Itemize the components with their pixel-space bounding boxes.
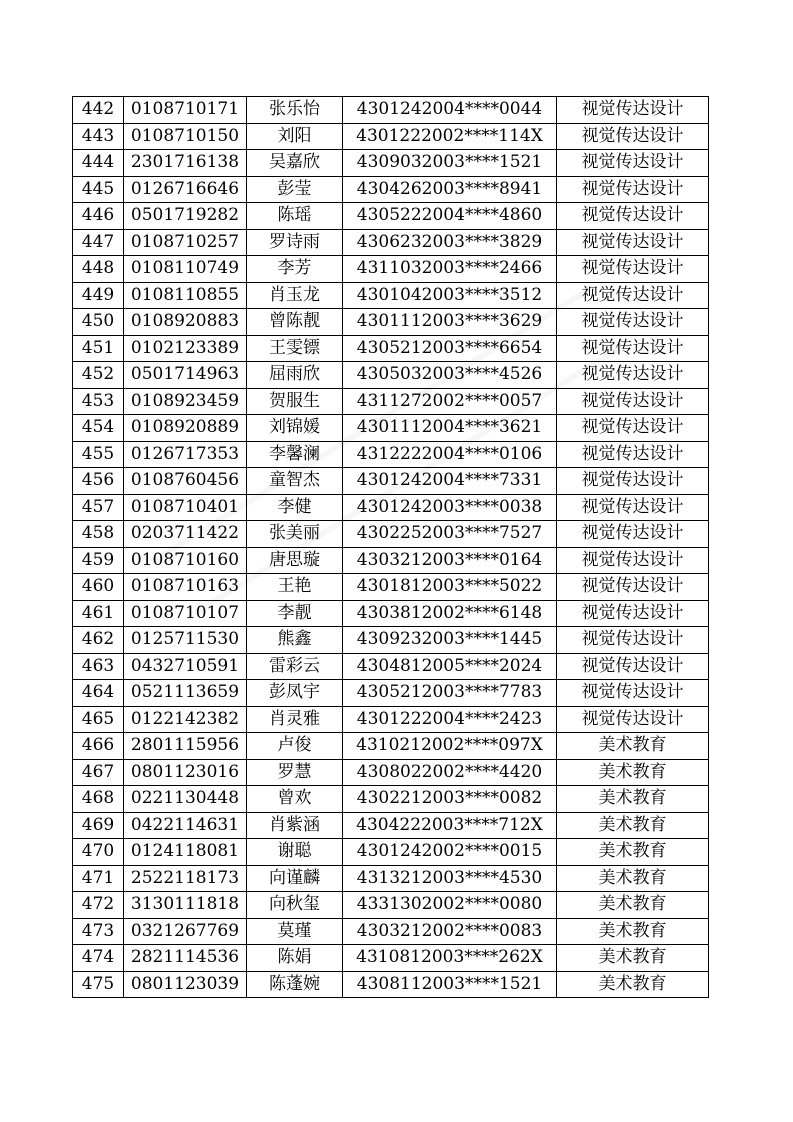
cell-exam-number: 0126717353 bbox=[124, 441, 247, 468]
cell-major: 视觉传达设计 bbox=[557, 415, 709, 442]
cell-id-number: 4301112003****3629 bbox=[343, 309, 557, 336]
table-row bbox=[73, 282, 709, 309]
cell-major: 视觉传达设计 bbox=[557, 680, 709, 707]
table-row bbox=[73, 653, 709, 680]
table-row bbox=[73, 971, 709, 998]
table-row bbox=[73, 176, 709, 203]
cell-exam-number: 0108920883 bbox=[124, 309, 247, 336]
table-row bbox=[73, 388, 709, 415]
cell-exam-number: 0125711530 bbox=[124, 627, 247, 654]
cell-row-number: 457 bbox=[73, 494, 124, 521]
table-row bbox=[73, 441, 709, 468]
table-row bbox=[73, 600, 709, 627]
table-row bbox=[73, 415, 709, 442]
cell-row-number: 447 bbox=[73, 229, 124, 256]
table-row bbox=[73, 256, 709, 283]
cell-id-number: 4304262003****8941 bbox=[343, 176, 557, 203]
cell-exam-number: 0801123016 bbox=[124, 759, 247, 786]
cell-exam-number: 0102123389 bbox=[124, 335, 247, 362]
cell-id-number: 4305032003****4526 bbox=[343, 362, 557, 389]
cell-student-name: 童智杰 bbox=[247, 468, 343, 495]
cell-student-name: 曾陈靓 bbox=[247, 309, 343, 336]
table-row bbox=[73, 574, 709, 601]
cell-id-number: 4302252003****7527 bbox=[343, 521, 557, 548]
cell-student-name: 肖灵雅 bbox=[247, 706, 343, 733]
cell-major: 视觉传达设计 bbox=[557, 706, 709, 733]
cell-student-name: 肖紫涵 bbox=[247, 812, 343, 839]
cell-student-name: 陈蓬婉 bbox=[247, 971, 343, 998]
cell-id-number: 4303212002****0083 bbox=[343, 918, 557, 945]
cell-student-name: 彭莹 bbox=[247, 176, 343, 203]
cell-row-number: 463 bbox=[73, 653, 124, 680]
cell-id-number: 4308112003****1521 bbox=[343, 971, 557, 998]
cell-exam-number: 0108710257 bbox=[124, 229, 247, 256]
cell-student-name: 唐思璇 bbox=[247, 547, 343, 574]
cell-id-number: 4305212003****6654 bbox=[343, 335, 557, 362]
cell-exam-number: 0126716646 bbox=[124, 176, 247, 203]
cell-major: 美术教育 bbox=[557, 971, 709, 998]
cell-major: 美术教育 bbox=[557, 918, 709, 945]
cell-major: 美术教育 bbox=[557, 865, 709, 892]
table-row bbox=[73, 150, 709, 177]
cell-student-name: 李健 bbox=[247, 494, 343, 521]
cell-major: 视觉传达设计 bbox=[557, 282, 709, 309]
cell-student-name: 彭凤宇 bbox=[247, 680, 343, 707]
cell-id-number: 4301242002****0015 bbox=[343, 839, 557, 866]
cell-student-name: 陈瑶 bbox=[247, 203, 343, 230]
cell-exam-number: 0108710163 bbox=[124, 574, 247, 601]
cell-major: 视觉传达设计 bbox=[557, 521, 709, 548]
cell-row-number: 443 bbox=[73, 123, 124, 150]
student-roster-table bbox=[72, 96, 709, 998]
cell-exam-number: 2821114536 bbox=[124, 945, 247, 972]
cell-row-number: 470 bbox=[73, 839, 124, 866]
cell-student-name: 张美丽 bbox=[247, 521, 343, 548]
cell-exam-number: 0221130448 bbox=[124, 786, 247, 813]
table-row bbox=[73, 892, 709, 919]
cell-row-number: 458 bbox=[73, 521, 124, 548]
cell-major: 美术教育 bbox=[557, 839, 709, 866]
cell-major: 视觉传达设计 bbox=[557, 494, 709, 521]
cell-exam-number: 0521113659 bbox=[124, 680, 247, 707]
table-row bbox=[73, 547, 709, 574]
cell-major: 美术教育 bbox=[557, 733, 709, 760]
table-row bbox=[73, 786, 709, 813]
cell-id-number: 4301042003****3512 bbox=[343, 282, 557, 309]
cell-student-name: 肖玉龙 bbox=[247, 282, 343, 309]
cell-student-name: 张乐怡 bbox=[247, 97, 343, 124]
cell-row-number: 466 bbox=[73, 733, 124, 760]
cell-exam-number: 0124118081 bbox=[124, 839, 247, 866]
cell-id-number: 4301112004****3621 bbox=[343, 415, 557, 442]
cell-row-number: 446 bbox=[73, 203, 124, 230]
table-row bbox=[73, 494, 709, 521]
cell-row-number: 465 bbox=[73, 706, 124, 733]
table-row bbox=[73, 839, 709, 866]
table-row bbox=[73, 362, 709, 389]
cell-exam-number: 0122142382 bbox=[124, 706, 247, 733]
cell-student-name: 李芳 bbox=[247, 256, 343, 283]
table-row bbox=[73, 627, 709, 654]
cell-exam-number: 2301716138 bbox=[124, 150, 247, 177]
cell-row-number: 453 bbox=[73, 388, 124, 415]
table-row bbox=[73, 309, 709, 336]
cell-row-number: 451 bbox=[73, 335, 124, 362]
cell-exam-number: 0108923459 bbox=[124, 388, 247, 415]
cell-row-number: 464 bbox=[73, 680, 124, 707]
cell-major: 视觉传达设计 bbox=[557, 229, 709, 256]
cell-exam-number: 0108710160 bbox=[124, 547, 247, 574]
cell-student-name: 雷彩云 bbox=[247, 653, 343, 680]
cell-row-number: 448 bbox=[73, 256, 124, 283]
cell-major: 视觉传达设计 bbox=[557, 176, 709, 203]
cell-exam-number: 0432710591 bbox=[124, 653, 247, 680]
cell-student-name: 李馨澜 bbox=[247, 441, 343, 468]
cell-row-number: 462 bbox=[73, 627, 124, 654]
cell-student-name: 曾欢 bbox=[247, 786, 343, 813]
cell-exam-number: 0108760456 bbox=[124, 468, 247, 495]
cell-row-number: 455 bbox=[73, 441, 124, 468]
cell-id-number: 4301242003****0038 bbox=[343, 494, 557, 521]
cell-exam-number: 0801123039 bbox=[124, 971, 247, 998]
cell-student-name: 刘锦媛 bbox=[247, 415, 343, 442]
table-row bbox=[73, 812, 709, 839]
cell-exam-number: 0203711422 bbox=[124, 521, 247, 548]
cell-id-number: 4305212003****7783 bbox=[343, 680, 557, 707]
cell-major: 视觉传达设计 bbox=[557, 468, 709, 495]
cell-row-number: 442 bbox=[73, 97, 124, 124]
cell-student-name: 刘阳 bbox=[247, 123, 343, 150]
cell-major: 视觉传达设计 bbox=[557, 309, 709, 336]
cell-row-number: 469 bbox=[73, 812, 124, 839]
cell-exam-number: 2801115956 bbox=[124, 733, 247, 760]
cell-id-number: 4301242004****7331 bbox=[343, 468, 557, 495]
cell-row-number: 472 bbox=[73, 892, 124, 919]
table-row bbox=[73, 203, 709, 230]
table-row bbox=[73, 918, 709, 945]
table-row bbox=[73, 468, 709, 495]
cell-major: 视觉传达设计 bbox=[557, 653, 709, 680]
cell-row-number: 475 bbox=[73, 971, 124, 998]
cell-exam-number: 0321267769 bbox=[124, 918, 247, 945]
cell-id-number: 4303812002****6148 bbox=[343, 600, 557, 627]
cell-exam-number: 0108710107 bbox=[124, 600, 247, 627]
table-row bbox=[73, 229, 709, 256]
cell-major: 视觉传达设计 bbox=[557, 627, 709, 654]
cell-id-number: 4301812003****5022 bbox=[343, 574, 557, 601]
table-row bbox=[73, 733, 709, 760]
cell-student-name: 熊鑫 bbox=[247, 627, 343, 654]
cell-student-name: 向谨麟 bbox=[247, 865, 343, 892]
table-row bbox=[73, 521, 709, 548]
cell-exam-number: 2522118173 bbox=[124, 865, 247, 892]
cell-row-number: 445 bbox=[73, 176, 124, 203]
cell-major: 视觉传达设计 bbox=[557, 441, 709, 468]
cell-id-number: 4306232003****3829 bbox=[343, 229, 557, 256]
cell-row-number: 460 bbox=[73, 574, 124, 601]
cell-student-name: 贺服生 bbox=[247, 388, 343, 415]
cell-student-name: 吴嘉欣 bbox=[247, 150, 343, 177]
cell-row-number: 473 bbox=[73, 918, 124, 945]
cell-row-number: 468 bbox=[73, 786, 124, 813]
cell-id-number: 4310212002****097X bbox=[343, 733, 557, 760]
cell-row-number: 471 bbox=[73, 865, 124, 892]
cell-id-number: 4310812003****262X bbox=[343, 945, 557, 972]
cell-exam-number: 0108710401 bbox=[124, 494, 247, 521]
table-row bbox=[73, 680, 709, 707]
cell-exam-number: 0108110749 bbox=[124, 256, 247, 283]
table-row bbox=[73, 865, 709, 892]
cell-id-number: 4309032003****1521 bbox=[343, 150, 557, 177]
cell-exam-number: 0422114631 bbox=[124, 812, 247, 839]
cell-row-number: 467 bbox=[73, 759, 124, 786]
cell-major: 视觉传达设计 bbox=[557, 574, 709, 601]
cell-row-number: 449 bbox=[73, 282, 124, 309]
cell-id-number: 4301222002****114X bbox=[343, 123, 557, 150]
cell-id-number: 4302212003****0082 bbox=[343, 786, 557, 813]
cell-major: 视觉传达设计 bbox=[557, 335, 709, 362]
cell-student-name: 李靓 bbox=[247, 600, 343, 627]
cell-row-number: 474 bbox=[73, 945, 124, 972]
cell-student-name: 罗诗雨 bbox=[247, 229, 343, 256]
cell-id-number: 4308022002****4420 bbox=[343, 759, 557, 786]
table-row bbox=[73, 759, 709, 786]
cell-row-number: 454 bbox=[73, 415, 124, 442]
cell-row-number: 450 bbox=[73, 309, 124, 336]
table-body bbox=[73, 97, 709, 998]
cell-id-number: 4304812005****2024 bbox=[343, 653, 557, 680]
cell-id-number: 4311032003****2466 bbox=[343, 256, 557, 283]
cell-major: 视觉传达设计 bbox=[557, 123, 709, 150]
cell-row-number: 461 bbox=[73, 600, 124, 627]
cell-major: 视觉传达设计 bbox=[557, 388, 709, 415]
cell-id-number: 4304222003****712X bbox=[343, 812, 557, 839]
cell-exam-number: 0108710171 bbox=[124, 97, 247, 124]
cell-major: 美术教育 bbox=[557, 759, 709, 786]
table-row bbox=[73, 706, 709, 733]
table-row bbox=[73, 97, 709, 124]
cell-major: 视觉传达设计 bbox=[557, 600, 709, 627]
cell-major: 视觉传达设计 bbox=[557, 362, 709, 389]
cell-major: 视觉传达设计 bbox=[557, 203, 709, 230]
cell-student-name: 卢俊 bbox=[247, 733, 343, 760]
cell-major: 美术教育 bbox=[557, 892, 709, 919]
cell-major: 视觉传达设计 bbox=[557, 150, 709, 177]
cell-student-name: 莫瑾 bbox=[247, 918, 343, 945]
cell-major: 美术教育 bbox=[557, 945, 709, 972]
cell-major: 美术教育 bbox=[557, 812, 709, 839]
cell-student-name: 向秋玺 bbox=[247, 892, 343, 919]
cell-id-number: 4309232003****1445 bbox=[343, 627, 557, 654]
cell-major: 视觉传达设计 bbox=[557, 256, 709, 283]
cell-student-name: 屈雨欣 bbox=[247, 362, 343, 389]
cell-id-number: 4311272002****0057 bbox=[343, 388, 557, 415]
cell-row-number: 452 bbox=[73, 362, 124, 389]
cell-major: 视觉传达设计 bbox=[557, 97, 709, 124]
cell-row-number: 456 bbox=[73, 468, 124, 495]
cell-major: 视觉传达设计 bbox=[557, 547, 709, 574]
cell-id-number: 4301222004****2423 bbox=[343, 706, 557, 733]
cell-row-number: 444 bbox=[73, 150, 124, 177]
table-row bbox=[73, 335, 709, 362]
cell-student-name: 罗慧 bbox=[247, 759, 343, 786]
cell-id-number: 4313212003****4530 bbox=[343, 865, 557, 892]
cell-student-name: 王雯镖 bbox=[247, 335, 343, 362]
cell-exam-number: 0108110855 bbox=[124, 282, 247, 309]
cell-id-number: 4301242004****0044 bbox=[343, 97, 557, 124]
table-row bbox=[73, 123, 709, 150]
cell-student-name: 王艳 bbox=[247, 574, 343, 601]
cell-student-name: 陈娟 bbox=[247, 945, 343, 972]
cell-exam-number: 0108920889 bbox=[124, 415, 247, 442]
cell-exam-number: 0501719282 bbox=[124, 203, 247, 230]
cell-exam-number: 3130111818 bbox=[124, 892, 247, 919]
cell-id-number: 4312222004****0106 bbox=[343, 441, 557, 468]
cell-student-name: 谢聪 bbox=[247, 839, 343, 866]
cell-id-number: 4331302002****0080 bbox=[343, 892, 557, 919]
cell-id-number: 4305222004****4860 bbox=[343, 203, 557, 230]
table-row bbox=[73, 945, 709, 972]
cell-exam-number: 0108710150 bbox=[124, 123, 247, 150]
cell-id-number: 4303212003****0164 bbox=[343, 547, 557, 574]
cell-exam-number: 0501714963 bbox=[124, 362, 247, 389]
cell-major: 美术教育 bbox=[557, 786, 709, 813]
cell-row-number: 459 bbox=[73, 547, 124, 574]
